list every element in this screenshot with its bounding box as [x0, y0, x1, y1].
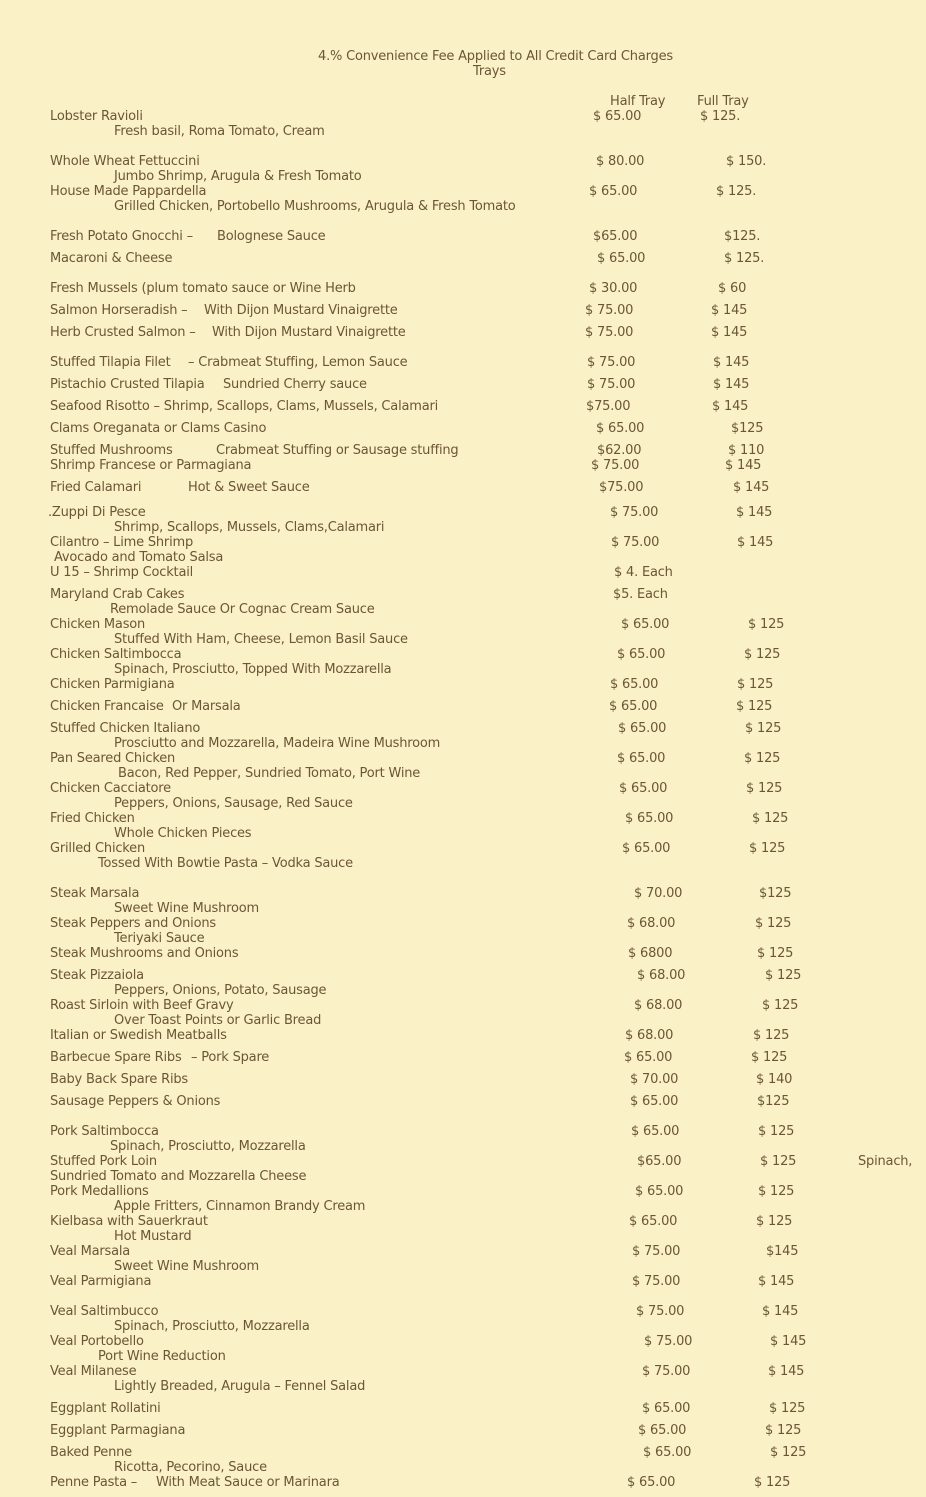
half-tray-price: $ 65.00: [621, 617, 670, 632]
full-tray-price: $ 145: [713, 377, 750, 392]
item-name: House Made Pappardella: [50, 184, 207, 199]
full-tray-price: $ 140: [756, 1072, 793, 1087]
full-tray-price: $ 145: [768, 1364, 805, 1379]
full-tray-price: $ 125: [736, 699, 773, 714]
half-tray-price: $ 65.00: [618, 721, 667, 736]
half-tray-price: $ 75.00: [644, 1334, 693, 1349]
half-tray-price: $ 4. Each: [614, 565, 673, 580]
full-tray-price: $ 125: [754, 1475, 791, 1490]
item-name: Kielbasa with Sauerkraut: [50, 1214, 208, 1229]
full-tray-price: $ 125: [757, 946, 794, 961]
item-description: Apple Fritters, Cinnamon Brandy Cream: [114, 1199, 366, 1214]
item-description: Teriyaki Sauce: [114, 931, 205, 946]
item-description: Ricotta, Pecorino, Sauce: [114, 1460, 267, 1475]
full-tray-price: $ 125: [753, 1028, 790, 1043]
full-tray-price: $ 125: [746, 781, 783, 796]
full-tray-price: $125: [759, 886, 792, 901]
full-tray-price: $ 125: [756, 1214, 793, 1229]
full-tray-price: $ 125: [760, 1154, 797, 1169]
item-name: Fresh Mussels (plum tomato sauce or Wine Herb: [50, 281, 356, 296]
half-tray-price: $62.00: [597, 443, 642, 458]
full-tray-price: $ 125.: [716, 184, 757, 199]
half-tray-price: $ 75.00: [587, 355, 636, 370]
full-tray-price: $ 125: [749, 841, 786, 856]
item-name: Chicken Francaise: [50, 699, 164, 714]
full-tray-price: $ 125: [765, 968, 802, 983]
item-description: Sweet Wine Mushroom: [114, 1259, 259, 1274]
item-name: Veal Portobello: [50, 1334, 144, 1349]
full-tray-price: $ 125: [770, 1445, 807, 1460]
full-tray-price: $ 125: [744, 647, 781, 662]
item-name: U 15 – Shrimp Cocktail: [50, 565, 194, 580]
half-tray-price: $ 65.00: [617, 647, 666, 662]
half-tray-price: $ 70.00: [630, 1072, 679, 1087]
item-name: Pistachio Crusted Tilapia: [50, 377, 205, 392]
item-name: Stuffed Tilapia Filet: [50, 355, 171, 370]
full-tray-price: $125.: [724, 229, 761, 244]
full-tray-price: $ 125: [744, 751, 781, 766]
item-name: Veal Milanese: [50, 1364, 137, 1379]
item-subtitle: Crabmeat Stuffing or Sausage stuffing: [216, 443, 459, 458]
half-tray-price: $ 75.00: [632, 1274, 681, 1289]
item-description: Spinach, Prosciutto, Mozzarella: [110, 1139, 306, 1154]
half-tray-price: $ 68.00: [627, 916, 676, 931]
half-tray-price: $ 6800: [628, 946, 673, 961]
item-name: Baby Back Spare Ribs: [50, 1072, 188, 1087]
full-tray-price: $ 145: [712, 399, 749, 414]
full-tray-price: $ 145: [711, 325, 748, 340]
full-tray-price: $ 125: [758, 1184, 795, 1199]
full-tray-price: $ 145: [758, 1274, 795, 1289]
full-tray-header: Full Tray: [697, 94, 749, 109]
full-tray-price: $125: [731, 421, 764, 436]
item-name: Sausage Peppers & Onions: [50, 1094, 221, 1109]
item-description: Bacon, Red Pepper, Sundried Tomato, Port Wine: [118, 766, 421, 781]
half-tray-price: $ 65.00: [617, 751, 666, 766]
item-name: Roast Sirloin with Beef Gravy: [50, 998, 234, 1013]
item-name: .Zuppi Di Pesce: [48, 505, 146, 520]
item-subtitle: Bolognese Sauce: [217, 229, 326, 244]
half-tray-price: $ 65.00: [619, 781, 668, 796]
item-description: Spinach, Prosciutto, Topped With Mozzarella: [114, 662, 392, 677]
item-description: Shrimp, Scallops, Mussels, Clams,Calamari: [114, 520, 385, 535]
item-name: Chicken Mason: [50, 617, 146, 632]
item-name: Eggplant Parmagiana: [50, 1423, 186, 1438]
item-description: Fresh basil, Roma Tomato, Cream: [114, 124, 325, 139]
item-description: Peppers, Onions, Potato, Sausage: [114, 983, 327, 998]
half-tray-header: Half Tray: [610, 94, 666, 109]
item-name: Stuffed Pork Loin: [50, 1154, 157, 1169]
item-name: Chicken Saltimbocca: [50, 647, 182, 662]
item-subtitle: – Pork Spare: [191, 1050, 270, 1065]
half-tray-price: $ 68.00: [637, 968, 686, 983]
item-description: Port Wine Reduction: [98, 1349, 226, 1364]
item-name: Fried Calamari: [50, 480, 142, 495]
item-name: Chicken Cacciatore: [50, 781, 171, 796]
full-tray-price: $ 110: [728, 443, 765, 458]
item-name: Shrimp Francese or Parmagiana: [50, 458, 252, 473]
full-tray-price: $ 125.: [724, 251, 765, 266]
half-tray-price: $ 80.00: [596, 154, 645, 169]
item-description: Whole Chicken Pieces: [114, 826, 252, 841]
half-tray-price: $ 75.00: [585, 303, 634, 318]
item-description: Prosciutto and Mozzarella, Madeira Wine Mushroom: [114, 736, 441, 751]
half-tray-price: $75.00: [586, 399, 631, 414]
item-name: Maryland Crab Cakes: [50, 587, 185, 602]
half-tray-price: $ 75.00: [632, 1244, 681, 1259]
item-description: Sweet Wine Mushroom: [114, 901, 259, 916]
half-tray-price: $ 65.00: [642, 1401, 691, 1416]
half-tray-price: $ 75.00: [642, 1364, 691, 1379]
item-name: Italian or Swedish Meatballs: [50, 1028, 227, 1043]
full-tray-price: $ 145: [770, 1334, 807, 1349]
item-name: Macaroni & Cheese: [50, 251, 173, 266]
item-name: Cilantro – Lime Shrimp: [50, 535, 193, 550]
item-name: Veal Parmigiana: [50, 1274, 152, 1289]
half-tray-price: $ 65.00: [638, 1423, 687, 1438]
half-tray-price: $ 65.00: [593, 109, 642, 124]
item-description: Sundried Tomato and Mozzarella Cheese: [50, 1169, 307, 1184]
half-tray-price: $ 65.00: [627, 1475, 676, 1490]
item-subtitle: With Dijon Mustard Vinaigrette: [204, 303, 398, 318]
item-description: Jumbo Shrimp, Arugula & Fresh Tomato: [114, 169, 362, 184]
item-name: Chicken Parmigiana: [50, 677, 175, 692]
full-tray-price: $ 125: [752, 811, 789, 826]
item-extra-note: Spinach,: [858, 1154, 913, 1169]
half-tray-price: $ 68.00: [625, 1028, 674, 1043]
item-name: Whole Wheat Fettuccini: [50, 154, 200, 169]
item-description: Grilled Chicken, Portobello Mushrooms, Arugula & Fresh Tomato: [114, 199, 516, 214]
half-tray-price: $ 65.00: [630, 1094, 679, 1109]
full-tray-price: $ 145: [762, 1304, 799, 1319]
item-name: Veal Saltimbucco: [50, 1304, 159, 1319]
half-tray-price: $ 65.00: [625, 811, 674, 826]
full-tray-price: $125: [757, 1094, 790, 1109]
item-description: Tossed With Bowtie Pasta – Vodka Sauce: [98, 856, 353, 871]
half-tray-price: $ 75.00: [587, 377, 636, 392]
half-tray-price: $75.00: [599, 480, 644, 495]
half-tray-price: $ 65.00: [597, 251, 646, 266]
half-tray-price: $ 65.00: [596, 421, 645, 436]
item-subtitle: Or Marsala: [172, 699, 241, 714]
item-name: Lobster Ravioli: [50, 109, 143, 124]
full-tray-price: $ 125.: [700, 109, 741, 124]
half-tray-price: $ 75.00: [611, 535, 660, 550]
item-name: Veal Marsala: [50, 1244, 131, 1259]
full-tray-price: $ 145: [737, 535, 774, 550]
half-tray-price: $ 30.00: [589, 281, 638, 296]
half-tray-price: $ 65.00: [629, 1214, 678, 1229]
full-tray-price: $ 125: [765, 1423, 802, 1438]
half-tray-price: $ 65.00: [622, 841, 671, 856]
full-tray-price: $ 125: [748, 617, 785, 632]
half-tray-price: $ 65.00: [631, 1124, 680, 1139]
half-tray-price: $65.00: [637, 1154, 682, 1169]
full-tray-price: $ 125: [762, 998, 799, 1013]
half-tray-price: $ 75.00: [610, 505, 659, 520]
full-tray-price: $ 145: [711, 303, 748, 318]
item-description: Avocado and Tomato Salsa: [54, 550, 224, 565]
full-tray-price: $ 125: [755, 916, 792, 931]
item-name: Steak Peppers and Onions: [50, 916, 216, 931]
full-tray-price: $145: [766, 1244, 799, 1259]
item-subtitle: Hot & Sweet Sauce: [188, 480, 310, 495]
item-name: Clams Oreganata or Clams Casino: [50, 421, 267, 436]
item-name: Seafood Risotto – Shrimp, Scallops, Clams, Mussels, Calamari: [50, 399, 439, 414]
item-name: Pork Medallions: [50, 1184, 149, 1199]
item-name: Steak Pizzaiola: [50, 968, 144, 983]
item-description: Remolade Sauce Or Cognac Cream Sauce: [110, 602, 375, 617]
half-tray-price: $ 70.00: [634, 886, 683, 901]
item-name: Fried Chicken: [50, 811, 135, 826]
item-subtitle: With Meat Sauce or Marinara: [156, 1475, 340, 1490]
fee-notice: 4.% Convenience Fee Applied to All Credit Card Charges: [318, 49, 673, 64]
section-title: Trays: [473, 64, 506, 79]
half-tray-price: $ 65.00: [609, 699, 658, 714]
item-name: Pork Saltimbocca: [50, 1124, 159, 1139]
item-subtitle: Sundried Cherry sauce: [223, 377, 367, 392]
full-tray-price: $ 145: [733, 480, 770, 495]
item-description: Spinach, Prosciutto, Mozzarella: [114, 1319, 310, 1334]
half-tray-price: $ 65.00: [610, 677, 659, 692]
full-tray-price: $ 125: [758, 1124, 795, 1139]
half-tray-price: $ 65.00: [635, 1184, 684, 1199]
full-tray-price: $ 145: [725, 458, 762, 473]
item-name: Pan Seared Chicken: [50, 751, 176, 766]
full-tray-price: $ 145: [713, 355, 750, 370]
item-description: Hot Mustard: [114, 1229, 192, 1244]
item-subtitle: With Dijon Mustard Vinaigrette: [212, 325, 406, 340]
item-description: Lightly Breaded, Arugula – Fennel Salad: [114, 1379, 366, 1394]
item-description: Over Toast Points or Garlic Bread: [114, 1013, 322, 1028]
half-tray-price: $ 68.00: [634, 998, 683, 1013]
item-description: Stuffed With Ham, Cheese, Lemon Basil Sauce: [114, 632, 408, 647]
half-tray-price: $ 75.00: [585, 325, 634, 340]
item-name: Herb Crusted Salmon –: [50, 325, 196, 340]
item-name: Stuffed Mushrooms: [50, 443, 173, 458]
half-tray-price: $65.00: [593, 229, 638, 244]
full-tray-price: $ 125: [769, 1401, 806, 1416]
item-name: Salmon Horseradish –: [50, 303, 188, 318]
full-tray-price: $ 145: [736, 505, 773, 520]
item-name: Grilled Chicken: [50, 841, 146, 856]
half-tray-price: $ 75.00: [636, 1304, 685, 1319]
item-subtitle: – Crabmeat Stuffing, Lemon Sauce: [188, 355, 408, 370]
item-name: Steak Marsala: [50, 886, 140, 901]
item-name: Eggplant Rollatini: [50, 1401, 161, 1416]
half-tray-price: $5. Each: [613, 587, 668, 602]
full-tray-price: $ 125: [737, 677, 774, 692]
half-tray-price: $ 65.00: [624, 1050, 673, 1065]
item-name: Baked Penne: [50, 1445, 132, 1460]
half-tray-price: $ 65.00: [643, 1445, 692, 1460]
item-description: Peppers, Onions, Sausage, Red Sauce: [114, 796, 353, 811]
full-tray-price: $ 150.: [726, 154, 767, 169]
item-name: Steak Mushrooms and Onions: [50, 946, 239, 961]
full-tray-price: $ 60: [718, 281, 747, 296]
item-name: Stuffed Chicken Italiano: [50, 721, 201, 736]
half-tray-price: $ 75.00: [591, 458, 640, 473]
full-tray-price: $ 125: [745, 721, 782, 736]
item-name: Barbecue Spare Ribs: [50, 1050, 182, 1065]
half-tray-price: $ 65.00: [589, 184, 638, 199]
item-name: Penne Pasta –: [50, 1475, 138, 1490]
full-tray-price: $ 125: [751, 1050, 788, 1065]
item-name: Fresh Potato Gnocchi –: [50, 229, 193, 244]
